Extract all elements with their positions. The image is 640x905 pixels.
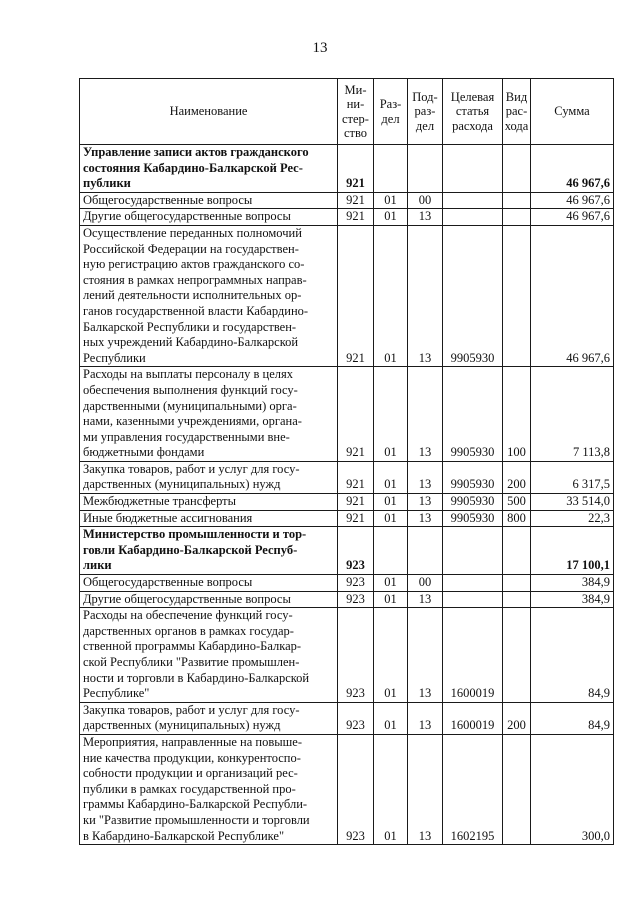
budget-table xyxy=(79,78,614,845)
row-target xyxy=(443,145,503,193)
row-ministry: 921 xyxy=(338,494,374,511)
row-section: 01 xyxy=(374,510,408,527)
row-name: Закупка товаров, работ и услуг для госу- дарственных (муниципальных) нужд xyxy=(80,461,338,493)
header-name: Наименование xyxy=(80,79,338,145)
row-amount: 6 317,5 xyxy=(531,461,614,493)
row-section: 01 xyxy=(374,367,408,462)
row-type xyxy=(503,192,531,209)
row-subsection: 13 xyxy=(408,209,443,226)
row-section: 01 xyxy=(374,702,408,734)
table-row xyxy=(80,192,614,209)
row-name: Другие общегосударственные вопросы xyxy=(80,209,338,226)
row-target: 9905930 xyxy=(443,367,503,462)
row-type xyxy=(503,145,531,193)
row-section: 01 xyxy=(374,192,408,209)
row-section: 01 xyxy=(374,494,408,511)
row-target: 9905930 xyxy=(443,461,503,493)
row-target xyxy=(443,591,503,608)
row-section: 01 xyxy=(374,461,408,493)
row-subsection: 13 xyxy=(408,225,443,366)
row-subsection: 13 xyxy=(408,494,443,511)
row-ministry: 921 xyxy=(338,192,374,209)
row-name: Расходы на выплаты персоналу в целях обеспечения выполнения функций госу- дарственными (муниципальными) орга- нами, казенными учреждениями, органа- ми управления государственными вне- бюджетными фондами xyxy=(80,367,338,462)
row-amount: 84,9 xyxy=(531,702,614,734)
header-type: Вид рас- хода xyxy=(503,79,531,145)
row-target xyxy=(443,209,503,226)
row-name: Мероприятия, направленные на повыше- ние качества продукции, конкурентоспо- собности продукции и организаций рес- публики в рамках государственной про- граммы Кабардино-Балкарской Республи- ки "Развитие промышленности и торговли в Кабардино-Балкарской Республике" xyxy=(80,734,338,844)
row-ministry: 923 xyxy=(338,591,374,608)
row-target xyxy=(443,192,503,209)
row-ministry: 921 xyxy=(338,367,374,462)
row-name: Расходы на обеспечение функций госу- дарственных органов в рамках государ- ственной программы Кабардино-Балкар- ской Республики "Развитие промышлен- ности и торговли в Кабардино-Балкарской Республике" xyxy=(80,608,338,703)
row-type: 200 xyxy=(503,461,531,493)
row-ministry: 923 xyxy=(338,575,374,592)
row-target: 1600019 xyxy=(443,702,503,734)
page-number: 13 xyxy=(312,40,328,56)
row-name: Межбюджетные трансферты xyxy=(80,494,338,511)
table-row xyxy=(80,734,614,844)
row-subsection: 13 xyxy=(408,510,443,527)
row-subsection: 13 xyxy=(408,367,443,462)
row-type xyxy=(503,527,531,575)
row-type xyxy=(503,608,531,703)
row-subsection: 13 xyxy=(408,461,443,493)
row-subsection: 13 xyxy=(408,734,443,844)
row-section xyxy=(374,145,408,193)
table-row xyxy=(80,461,614,493)
row-subsection xyxy=(408,527,443,575)
row-ministry: 921 xyxy=(338,145,374,193)
table-row xyxy=(80,608,614,703)
table-row xyxy=(80,591,614,608)
row-section: 01 xyxy=(374,591,408,608)
row-name: Общегосударственные вопросы xyxy=(80,192,338,209)
row-subsection: 13 xyxy=(408,591,443,608)
row-section: 01 xyxy=(374,734,408,844)
row-subsection: 13 xyxy=(408,702,443,734)
table-row xyxy=(80,575,614,592)
row-target: 9905930 xyxy=(443,225,503,366)
row-ministry: 923 xyxy=(338,608,374,703)
row-type xyxy=(503,575,531,592)
row-name: Министерство промышленности и тор- говли Кабардино-Балкарской Респуб- лики xyxy=(80,527,338,575)
row-amount: 384,9 xyxy=(531,591,614,608)
row-ministry: 921 xyxy=(338,461,374,493)
row-name: Другие общегосударственные вопросы xyxy=(80,591,338,608)
row-name: Общегосударственные вопросы xyxy=(80,575,338,592)
header-target: Целевая статья расхода xyxy=(443,79,503,145)
header-amount: Сумма xyxy=(531,79,614,145)
table-row xyxy=(80,209,614,226)
row-target: 9905930 xyxy=(443,510,503,527)
row-target: 1600019 xyxy=(443,608,503,703)
row-section: 01 xyxy=(374,225,408,366)
row-amount: 46 967,6 xyxy=(531,225,614,366)
row-amount: 384,9 xyxy=(531,575,614,592)
row-section xyxy=(374,527,408,575)
row-subsection: 00 xyxy=(408,192,443,209)
row-ministry: 923 xyxy=(338,527,374,575)
header-ministry: Ми- ни- стер- ство xyxy=(338,79,374,145)
row-name: Осуществление переданных полномочий Российской Федерации на государствен- ную регистрацию актов гражданского со- стояния в рамках непрограммных направ- лений деятельности исполнительных ор- ганов государственной власти Кабардино- Балкарской Республики и государствен- ных учреждений Кабардино-Балкарской Республики xyxy=(80,225,338,366)
row-type xyxy=(503,734,531,844)
row-type: 800 xyxy=(503,510,531,527)
table-row xyxy=(80,494,614,511)
header-section: Раз- дел xyxy=(374,79,408,145)
table-row xyxy=(80,367,614,462)
row-ministry: 921 xyxy=(338,225,374,366)
row-subsection xyxy=(408,145,443,193)
row-target: 1602195 xyxy=(443,734,503,844)
row-subsection: 00 xyxy=(408,575,443,592)
row-subsection: 13 xyxy=(408,608,443,703)
row-amount: 300,0 xyxy=(531,734,614,844)
row-type xyxy=(503,225,531,366)
row-section: 01 xyxy=(374,608,408,703)
table-row xyxy=(80,527,614,575)
row-amount: 84,9 xyxy=(531,608,614,703)
row-name: Закупка товаров, работ и услуг для госу- дарственных (муниципальных) нужд xyxy=(80,702,338,734)
row-type: 500 xyxy=(503,494,531,511)
row-name: Управление записи актов гражданского состояния Кабардино-Балкарской Рес- публики xyxy=(80,145,338,193)
table-header-row xyxy=(80,79,614,145)
row-amount: 17 100,1 xyxy=(531,527,614,575)
row-target: 9905930 xyxy=(443,494,503,511)
row-type: 100 xyxy=(503,367,531,462)
row-section: 01 xyxy=(374,575,408,592)
header-subsection: Под- раз- дел xyxy=(408,79,443,145)
row-ministry: 923 xyxy=(338,734,374,844)
row-ministry: 923 xyxy=(338,702,374,734)
row-target xyxy=(443,575,503,592)
row-type: 200 xyxy=(503,702,531,734)
row-ministry: 921 xyxy=(338,209,374,226)
row-amount: 22,3 xyxy=(531,510,614,527)
row-amount: 33 514,0 xyxy=(531,494,614,511)
row-name: Иные бюджетные ассигнования xyxy=(80,510,338,527)
row-ministry: 921 xyxy=(338,510,374,527)
row-amount: 46 967,6 xyxy=(531,145,614,193)
row-amount: 46 967,6 xyxy=(531,209,614,226)
row-type xyxy=(503,591,531,608)
row-amount: 7 113,8 xyxy=(531,367,614,462)
table-row xyxy=(80,145,614,193)
row-amount: 46 967,6 xyxy=(531,192,614,209)
table-row xyxy=(80,510,614,527)
table-row xyxy=(80,225,614,366)
row-target xyxy=(443,527,503,575)
row-type xyxy=(503,209,531,226)
table-row xyxy=(80,702,614,734)
row-section: 01 xyxy=(374,209,408,226)
